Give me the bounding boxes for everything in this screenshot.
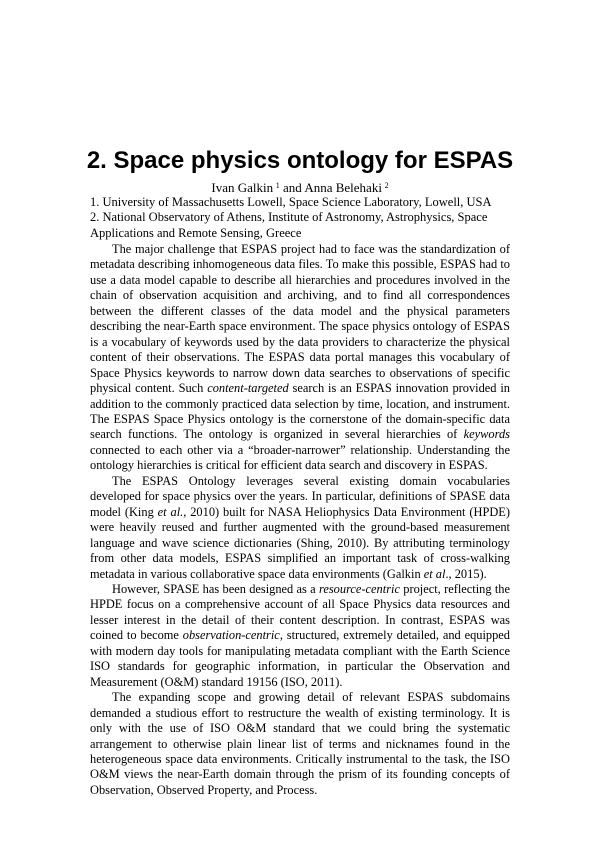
author-line [0, 180, 600, 196]
text-run: ., 2015). [445, 566, 487, 581]
emphasis: content-targeted [207, 381, 289, 396]
affiliations [90, 195, 520, 241]
author-name: Anna Belehaki [304, 180, 382, 195]
affiliation-marker: 1 [275, 181, 280, 190]
text-run: project, reflecting the HPDE focus on a comprehensive account of all Space Physics data resources and lesser interest in the detail of their content description. In contrast, ESPAS was coined to become [90, 581, 510, 643]
text-run: The expanding scope and growing detail of relevant ESPAS subdomains demanded a studious effort to restructure the wealth of existing terminology. It is only with the use of ISO O&M standard that we could bring the systematic arrangement to otherwise plain linear list of terms and nicknames found in the heterogeneous space data environments. Critically instrumental to the task, the ISO O&M views the near-Earth domain through the prism of its founding concepts of Observation, Observed Property, and Process. [90, 690, 510, 797]
author-name: Ivan Galkin [211, 180, 274, 195]
section-title: 2. Space physics ontology for ESPAS [86, 147, 514, 174]
emphasis: et al [423, 566, 446, 581]
text-run: connected to each other via a “broader-narrower” relationship. Understanding the ontology hierarchies is critical for efficient data search and discovery in ESPAS. [90, 442, 510, 473]
author-joiner: and [279, 180, 305, 195]
paragraph [90, 242, 510, 474]
paragraph [90, 690, 510, 798]
text-run: The ESPAS Ontology leverages several existing domain vocabularies developed for space physics over the years. In particular, definitions of SPASE data model (King [90, 473, 510, 519]
emphasis: keywords [463, 427, 510, 442]
text-run: , structured, extremely detailed, and equipped with modern day tools for manipulating metadata compliant with the Earth Science ISO standards for geographic information, in particular the Observation and Measurement (O&M) standard 19156 (ISO, 2011). [90, 628, 510, 689]
affiliation-line: 1. University of Massachusetts Lowell, Space Science Laboratory, Lowell, USA [90, 195, 492, 209]
emphasis: et al., [157, 504, 187, 519]
paragraph [90, 582, 510, 690]
text-run: 2010) built for NASA Heliophysics Data Environment (HPDE) were heavily reused and further augmented with the ground-based measurement language and wave science dictionaries (Shing, 2010). By attributing terminology from other data models, ESPAS simplified an important task of cross-walking metadata in various collaborative space data environments (Galkin [90, 504, 510, 581]
text-run: The major challenge that ESPAS project had to face was the standardization of metadata describing inhomogeneous data files. To make this possible, ESPAS had to use a data model capable to describe all hierarchies and procedures involved in the chain of observation acquisition and archiving, and to find all correspondences between the different classes of the data model and the physical parameters describing the near-Earth space environment. The space physics ontology of ESPAS is a vocabulary of keywords used by the data providers to characterize the physical content of their observations. The ESPAS data portal manages this vocabulary of Space Physics keywords to narrow down data searches to observations of specific physical content. Such [90, 242, 510, 396]
body-text [90, 242, 510, 798]
text-run: However, SPASE has been designed as a [112, 581, 319, 596]
affiliation-marker: 2 [384, 181, 389, 190]
paragraph [90, 474, 510, 582]
affiliation-line: 2. National Observatory of Athens, Institute of Astronomy, Astrophysics, Space Applications and Remote Sensing, Greece [90, 210, 488, 240]
text-run: search is an ESPAS innovation provided in addition to the commonly practiced data selection by time, location, and instrument. The ESPAS Space Physics ontology is the cornerstone of the domain-specific data search functions. The ontology is organized in several hierarchies of [90, 381, 510, 442]
emphasis: observation-centric [182, 628, 280, 643]
emphasis: resource-centric [319, 581, 400, 596]
